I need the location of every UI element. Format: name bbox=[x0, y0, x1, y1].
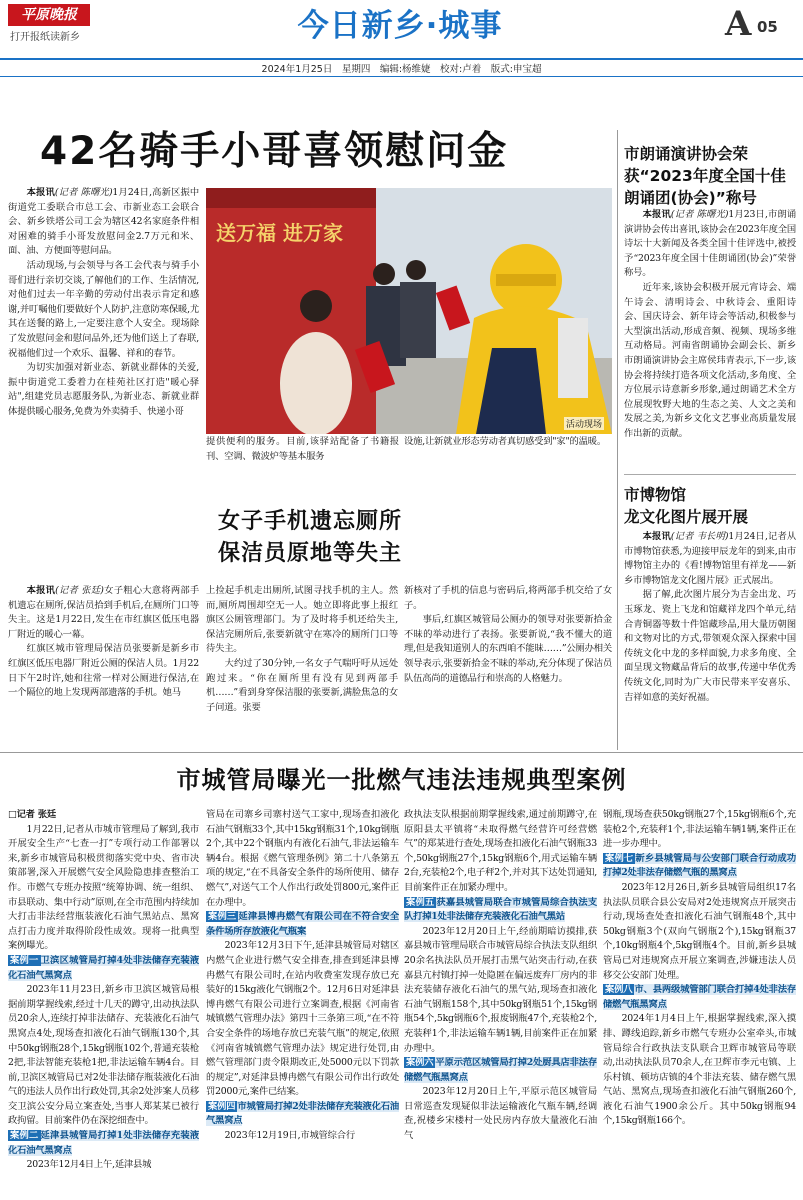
reporter: (记者 张廷) bbox=[55, 585, 104, 596]
case-heading bbox=[8, 1129, 199, 1158]
case-tag: 案例五 bbox=[406, 896, 435, 908]
case-tag: 案例七 bbox=[605, 852, 634, 864]
case-tag: 案例三 bbox=[208, 911, 237, 923]
paragraph: 为切实加强对新业态、新就业群体的关爱,振中街道党工委着力在桂苑社区打造"暖心驿站",组建党员志愿服务队,为新业态、新就业群体提供暖心服务,免费为外卖骑手、快递小哥 bbox=[8, 362, 199, 417]
story3-col1 bbox=[8, 808, 199, 1196]
section-title: 今日新乡·城事 bbox=[297, 8, 503, 44]
dateline: 2024年1月25日 星期四 编辑:杨维婕 校对:卢着 版式:申宝超 bbox=[261, 64, 542, 75]
paragraph: 设施,让新就业形态劳动者真切感受到"家"的温暖。 bbox=[404, 436, 606, 447]
case-title: 新乡县城管局与公安部门联合行动成功打掉2处非法存储燃气瓶的黑窝点 bbox=[603, 852, 796, 879]
dateline-rule bbox=[0, 76, 803, 77]
photo-delivery-rider-event bbox=[206, 188, 612, 434]
side2-headline-line2: 龙文化图片展开展 bbox=[624, 508, 749, 526]
case-heading bbox=[404, 896, 597, 925]
reporter: (记者 陈曙光) bbox=[54, 187, 113, 198]
case-heading bbox=[603, 983, 796, 1012]
case-heading bbox=[206, 910, 399, 939]
case-tag: 案例六 bbox=[406, 1057, 434, 1069]
paragraph: 据了解,此次图片展分为吉金出龙、巧玉琢龙、瓷上飞龙和馆藏祥龙四个单元,结合青铜器等数十件馆藏珍品,用大量历朝图和文物对比的方式,带领观众深入探索中国传统文化中龙的多样面貌,力求多角度、全面呈现文物藏品背后的故事,传递中华优秀传统文化,同时为广大市民带来平安喜乐、吉祥如意的美好祝福。 bbox=[624, 589, 796, 703]
side2-body bbox=[624, 530, 796, 752]
newspaper-logo: 平原晚报 bbox=[8, 4, 90, 26]
reporter: (记者 韦长明) bbox=[670, 531, 729, 542]
slogan: 打开报纸读新乡 bbox=[10, 32, 80, 43]
case-heading bbox=[603, 852, 796, 881]
paragraph: 2023年12月26日,新乡县城管局组织17名执法队员联合县公安局对2处违规窝点开展突击行动,现场查处查扣液化石油气钢瓶48个,其中50kg钢瓶3个(双向气钢瓶2个),15kg钢瓶37个,10kg钢瓶4个,5kg钢瓶4个。目前,新乡县城管局已对违规窝点开展立案调查,涉嫌违法人员移交公安部门处理。 bbox=[603, 881, 796, 981]
masthead bbox=[0, 0, 803, 75]
paragraph: 2023年12月4日上午,延津县城 bbox=[26, 1159, 152, 1171]
paragraph: 政执法支队根据前期掌握线索,通过前期蹲守,在原阳县太平镇将“未取得燃气经营许可经营燃气”的郑某进行查处,现场查扣液化石油气钢瓶33个,50kg钢瓶27个,15kg钢瓶6个,用式运输车辆2台,充装枪2个,电子秤2个,并对其下达处罚通知,目前案件正在加紧办理中。 bbox=[404, 809, 597, 893]
side1-headline: 市朗诵演讲协会荣获“2023年度全国十佳朗诵团(协会)”称号 bbox=[624, 145, 786, 207]
top-rule bbox=[0, 58, 803, 60]
byline: 本报讯 bbox=[642, 531, 671, 542]
case-title: 获嘉县城管局联合市城管局综合执法支队打掉1处非法储存充装液化石油气黑站 bbox=[404, 896, 597, 923]
story2-headline-line2: 保洁员原地等失主 bbox=[217, 541, 402, 566]
story1-body-cont1 bbox=[206, 435, 399, 465]
story3-rule bbox=[0, 752, 803, 753]
paragraph: 活动现场,与会领导与各工会代表与骑手小哥们进行亲切交谈,了解他们的工作、生活情况,对他们过去一年辛勤的劳动付出表示肯定和感谢,并叮嘱他们要做好个人防护,注意防寒保暖,尤其在送餐的路上,一定要注意个人安全。现场除了发放慰问金和慰问品外,还为他们送上了春联,祝福他们过一个欢乐、温馨、祥和的春节。 bbox=[8, 259, 199, 359]
story3-headline: 市城管局曝光一批燃气违法违规典型案例 bbox=[176, 766, 627, 794]
case-tag: 案例二 bbox=[10, 1130, 39, 1142]
story2-col1 bbox=[8, 584, 199, 744]
banner-text: 送万福 进万家 bbox=[216, 221, 343, 245]
story1-headline: 42名骑手小哥喜领慰问金 bbox=[40, 129, 509, 174]
paragraph: 1月24日,记者从市博物馆获悉,为迎接甲辰龙年的到来,由市博物馆主办的《看!博物馆里有祥龙——新乡市博物馆龙文化图片展》正式展出。 bbox=[624, 531, 796, 586]
case-heading bbox=[206, 1100, 399, 1129]
page-number: 05 bbox=[757, 18, 778, 36]
story3-col1-content bbox=[8, 823, 199, 1173]
side2-headline-line1: 市博物馆 bbox=[624, 486, 687, 504]
photo-illustration bbox=[206, 188, 612, 434]
case-title: 平原示范区城管局打掉2处厨具店非法存储燃气瓶黑窝点 bbox=[404, 1057, 597, 1083]
case-title: 市城管局打掉2处非法储存充装液化石油气黑窝点 bbox=[206, 1100, 399, 1127]
story3-col3-content bbox=[404, 808, 597, 1144]
paragraph: 2023年12月19日,市城管综合行 bbox=[224, 1130, 355, 1142]
story3-col3 bbox=[404, 808, 597, 1196]
story3-col2 bbox=[206, 808, 399, 1196]
paragraph: 大约过了30分钟,一名女子气喘吁吁从远处跑过来。“你在厕所里有没有见到两部手机……”看到身穿保洁服的张要新,满脸焦急的女子问道。张要 bbox=[206, 657, 398, 713]
byline: 本报讯 bbox=[26, 187, 55, 198]
story1-body bbox=[8, 186, 199, 462]
reporter: (记者 陈曙光) bbox=[670, 209, 729, 220]
column-divider bbox=[617, 130, 618, 750]
paragraph: 女子粗心大意将两部手机遗忘在厕所,保洁员拾到手机后,在厕所门口等失主。这是1月22日,发生在市红旗区低压电器厂附近的暖心一幕。 bbox=[8, 585, 199, 640]
paragraph: 2024年1月4日上午,根据掌握线索,深入摸排、蹲线追踪,新乡市燃气专班办公室牵头,市城管局综合行政执法支队联合卫辉市城管局等联动,出动执法队员70余人,在卫辉市李元屯镇、上乐村镇、顿坊店镇的4个非法充装、储存燃气黑气站、黑窝点,现场查扣液化石油气钢瓶260个,液化石油气1900余公斤。其中50kg钢瓶94个,15kg钢瓶166个。 bbox=[603, 1013, 796, 1127]
paragraph: 事后,红旗区城管局公厕办的领导对张要新拾金不昧的举动进行了表扬。张要新说,“我不懂大的道理,但是我知道别人的东西咱不能昧……”公厕办相关领导表示,张要新拾金不昧的举动,充分体现了保洁员队伍高尚的道德品行和崇高的人格魅力。 bbox=[404, 614, 612, 684]
story1-body-cont2 bbox=[404, 435, 612, 465]
page-letter: A bbox=[725, 4, 752, 44]
paragraph: 管局在司寨乡司寨村送气工家中,现场查扣液化石油气钢瓶33个,其中15kg钢瓶31个,10kg钢瓶2个,其中22个钢瓶内有液化石油气,非法运输车辆4台。根据《燃气管理条例》第二十八条第五项的规定,“在不具备安全条件的场所使用、储存燃气”,对送气工个人作出行政处罚800元,案件正在办理中。 bbox=[206, 809, 399, 908]
photo-caption: 活动现场 bbox=[564, 417, 604, 430]
paragraph: 2023年11月23日,新乡市卫滨区城管局根据前期掌握线索,经过十几天的蹲守,出动执法队员20余人,连续打掉非法储存、充装液化石油气黑窝点4处,现场查扣液化石油气钢瓶130个,其中50kg钢瓶28个,15kg钢瓶102个,普通充装枪2把,非法智能充装枪1把,非法运输车辆4台。目前,卫滨区城管局已对2处非法储存瓶装液化石油气的违法人员作出行政处罚,其余2处涉案人员移交卫滨公安分局立案查处,当事人郑某某已被行政拘留。目前案件仍在深挖细查中。 bbox=[8, 984, 199, 1127]
byline: 本报讯 bbox=[642, 209, 671, 220]
paragraph: 近年来,该协会积极开展元宵诗会、端午诗会、清明诗会、中秋诗会、重阳诗会、国庆诗会、新年诗会等活动,积极参与大型演出活动,形成音频、视频、现场多维互动格局。河南省朗诵协会副会长、新乡市朗诵演讲协会主席侯玮青表示,下一步,该协会将持续打造各项文化活动,多角度、全方位展示诗意新乡形象,通过朗诵艺术全方位展现牧野大地的生态之美、人文之美和发展之美,为新乡文化文艺事业高质量发展作出新的贡献。 bbox=[624, 281, 796, 439]
case-tag: 案例四 bbox=[208, 1100, 236, 1112]
case-title: 市、县两级城管部门联合打掉4处非法存储燃气瓶黑窝点 bbox=[603, 984, 796, 1010]
side1-body bbox=[624, 208, 796, 468]
case-title: 延津县城管局打掉1处非法储存充装液化石油气黑窝点 bbox=[8, 1130, 199, 1156]
story2-headline-line1: 女子手机遗忘厕所 bbox=[217, 509, 402, 534]
paragraph: 上捡起手机走出厕所,试图寻找手机的主人。然而,厕所周围却空无一人。她立即将此事上报红旗区公厕管理部门。为了及时将手机还给失主,保洁完厕所后,张要新就守在寒冷的厕所门口等待失主。 bbox=[206, 585, 398, 655]
paragraph: 1月23日,市朗诵演讲协会传出喜讯,该协会在2023年度全国诗坛十大新闻及各类全国十佳评选中,被授予“2023年度全国十佳朗诵团(协会)”荣誉称号。 bbox=[624, 209, 796, 279]
reporter: □记者 张廷 bbox=[8, 809, 57, 820]
paragraph: 2023年12月3日下午,延津县城管局对辖区内燃气企业进行燃气安全排查,排查到延津县博冉燃气有限公司时,在站内收费室发现存放已充装好的15kg液化气钢瓶2个。12月6日对延津县博冉燃气有限公司进行立案调查,根据《河南省城镇燃气管理办法》第四十三条第三项,“在不符合安全条件的场地存放已充装气瓶”的规定,依照《河南省城镇燃气管理办法》规定进行处罚,由燃气管理部门责令限期改正,处5000元以下罚款的规定”,对延津县博冉燃气有限公司作出行政处罚2000元,案件已结案。 bbox=[206, 940, 399, 1098]
story2-col3 bbox=[404, 584, 612, 744]
case-title: 卫滨区城管局打掉4处非法储存充装液化石油气黑窝点 bbox=[8, 954, 199, 981]
paragraph: 2023年12月20日上午,平原示范区城管局日常巡查发现疑似非法运输液化气瓶车辆,经调查,祝楼乡宋楼村一处民房内存放大量液化石油气 bbox=[404, 1086, 597, 1142]
paragraph: 2023年12月20日上午,经前期暗访摸排,获嘉县城市管理局联合市城管局综合执法支队组织20余名执法队员开展打击黑气站突击行动,在获嘉县亢村镇打掉一处隐匿在偏远废弃厂房内的非法充装储存液化石油气的黑气站,现场查扣液化石油气钢瓶158个,其中50kg钢瓶51个,15kg钢瓶54个,5kg钢瓶6个,报废钢瓶47个,充装枪2个,充装秤1个,非法运输车辆1辆,目前案件正在加紧办理中。 bbox=[404, 925, 597, 1054]
story2-col2 bbox=[206, 584, 398, 744]
paragraph: 新核对了手机的信息与密码后,将两部手机交给了女子。 bbox=[404, 585, 612, 611]
story3-col2-content bbox=[206, 808, 399, 1144]
paragraph: 1月22日,记者从市城市管理局了解到,我市开展安全生产“七查一打”专项行动工作部署以来,新乡市城管局积极贯彻落实党中央、省市决策部署,深入开展燃气安全风险隐患排查整治工作。市燃气专班办按照“统筹协调、统一组织、市县联动、集中行动”原则,在全市范围内持续加大打击非法经营瓶装液化石油气黑站点、黑窝点打击力度并取得阶段性成效。现将一批典型案例曝光。 bbox=[8, 823, 199, 952]
case-tag: 案例一 bbox=[10, 954, 39, 966]
case-title: 延津县博冉燃气有限公司在不符合安全条件场所存放液化气瓶案 bbox=[206, 911, 399, 937]
case-heading bbox=[404, 1056, 597, 1085]
paragraph: 1月24日,高新区振中街道党工委联合市总工会、市新业态工会联合会、新乡铁塔公司工会为辖区42名家庭条件相对困难的骑手小哥发放慰问金2.7万元和米、面、油、方便面等慰问品。 bbox=[8, 187, 199, 257]
case-tag: 案例八 bbox=[605, 984, 633, 996]
paragraph: 提供便利的服务。目前,该驿站配备了书籍报刊、空调、微波炉等基本服务 bbox=[206, 436, 399, 462]
paragraph: 钢瓶,现场查获50kg钢瓶27个,15kg钢瓶6个,充装枪2个,充装秤1个,非法运输车辆1辆,案件正在进一步办理中。 bbox=[603, 809, 796, 850]
story3-col4-content bbox=[603, 808, 796, 1129]
byline: 本报讯 bbox=[26, 585, 56, 596]
story3-col4 bbox=[603, 808, 796, 1196]
paragraph: 红旗区城市管理局保洁员张要新是新乡市红旗区低压电器厂附近公厕的保洁人员。1月22日下午2时许,她和往常一样对公厕进行保洁,在一个隔位的地上发现两部遗落的手机。她马 bbox=[8, 643, 199, 699]
side-divider bbox=[624, 474, 796, 475]
case-heading bbox=[8, 954, 199, 983]
